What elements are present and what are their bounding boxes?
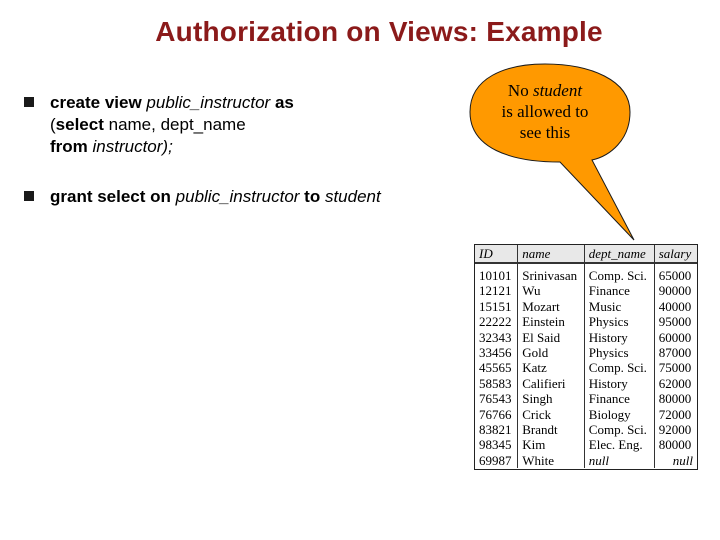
cell-name: Wu [518,283,585,298]
keyword-create-view: create view [50,93,142,112]
cell-id: 32343 [479,329,512,345]
table-row [475,314,697,329]
cell-salary: 90000 [654,283,697,298]
cell-salary: 75000 [654,360,697,375]
cell-id: 69987 [479,452,512,468]
relation-name: instructor); [92,137,173,156]
cell-id: 33456 [479,345,512,361]
column-header-dept-name: dept_name [584,245,654,263]
cell-salary: 72000 [654,407,697,422]
cell-id: 76543 [479,391,512,407]
cell-name: Singh [518,391,585,406]
cell-dept-name: Physics [584,345,654,360]
table-row [475,407,697,422]
keyword-as: as [274,93,294,112]
cell-name: Califieri [518,376,585,391]
cell-id: 45565 [479,360,512,376]
column-header-id: ID [475,245,518,263]
cell-id: 15151 [479,298,512,314]
cell-name: El Said [518,330,585,345]
cell-name: White [518,453,585,468]
cell-dept-name: null [584,453,654,468]
keyword-select: select [55,115,104,134]
cell-id: 76766 [479,406,512,422]
cell-name: Gold [518,345,585,360]
callout-line3: see this [519,123,571,142]
cell-name: Brandt [518,422,585,437]
keyword-grant-select-on: grant select on [50,187,171,206]
callout-text [460,80,630,143]
cell-id: 22222 [479,314,512,330]
cell-id: 10101 [479,268,512,283]
cell-dept-name: Finance [584,283,654,298]
cell-name: Katz [518,360,585,375]
callout-line1-prefix: No [507,81,533,100]
table-row [475,391,697,406]
instructor-table [475,245,697,468]
cell-name: Mozart [518,299,585,314]
column-header-salary: salary [654,245,697,263]
cell-dept-name: History [584,376,654,391]
table-row [475,437,697,452]
cell-dept-name: Comp. Sci. [584,422,654,437]
keyword-to: to [304,187,321,206]
cell-dept-name: History [584,330,654,345]
table-header-row [475,245,697,263]
cell-salary: 87000 [654,345,697,360]
grant-view-name: public_instructor [175,187,300,206]
cell-dept-name: Comp. Sci. [584,263,654,283]
cell-id: 58583 [479,375,512,391]
cell-dept-name: Finance [584,391,654,406]
cell-salary: 40000 [654,299,697,314]
cell-salary: 62000 [654,376,697,391]
slide-title: Authorization on Views: Example [155,16,603,47]
table-row [475,345,697,360]
keyword-from: from [50,137,88,156]
cell-salary: 95000 [654,314,697,329]
cell-dept-name: Music [584,299,654,314]
cell-salary: 60000 [654,330,697,345]
cell-dept-name: Biology [584,407,654,422]
cell-id: 12121 [479,283,512,299]
cell-dept-name: Comp. Sci. [584,360,654,375]
cell-dept-name: Physics [584,314,654,329]
table-row [475,360,697,375]
cell-salary: 65000 [654,263,697,283]
cell-name: Srinivasan [518,263,585,283]
cell-salary: 80000 [654,437,697,452]
cell-name: Kim [518,437,585,452]
select-columns: name, dept_name [108,115,246,134]
cell-salary: 80000 [654,391,697,406]
cell-id: 83821 [479,422,512,438]
cell-name: Crick [518,407,585,422]
grant-role: student [324,187,381,206]
cell-id: 98345 [479,437,512,453]
cell-dept-name: Elec. Eng. [584,437,654,452]
view-name: public_instructor [146,93,271,112]
cell-salary: 92000 [654,422,697,437]
table-row [475,453,697,468]
table-row [475,376,697,391]
open-paren: ( [50,115,56,134]
column-header-name: name [518,245,585,263]
table-row [475,330,697,345]
table-body [475,263,697,468]
callout-line2: is allowed to [501,102,589,121]
instructor-relation-table [474,244,698,470]
table-row [475,263,697,283]
table-row [475,299,697,314]
callout-role: student [532,81,583,100]
table-row [475,283,697,298]
cell-salary: null [654,453,697,468]
cell-name: Einstein [518,314,585,329]
table-row [475,422,697,437]
